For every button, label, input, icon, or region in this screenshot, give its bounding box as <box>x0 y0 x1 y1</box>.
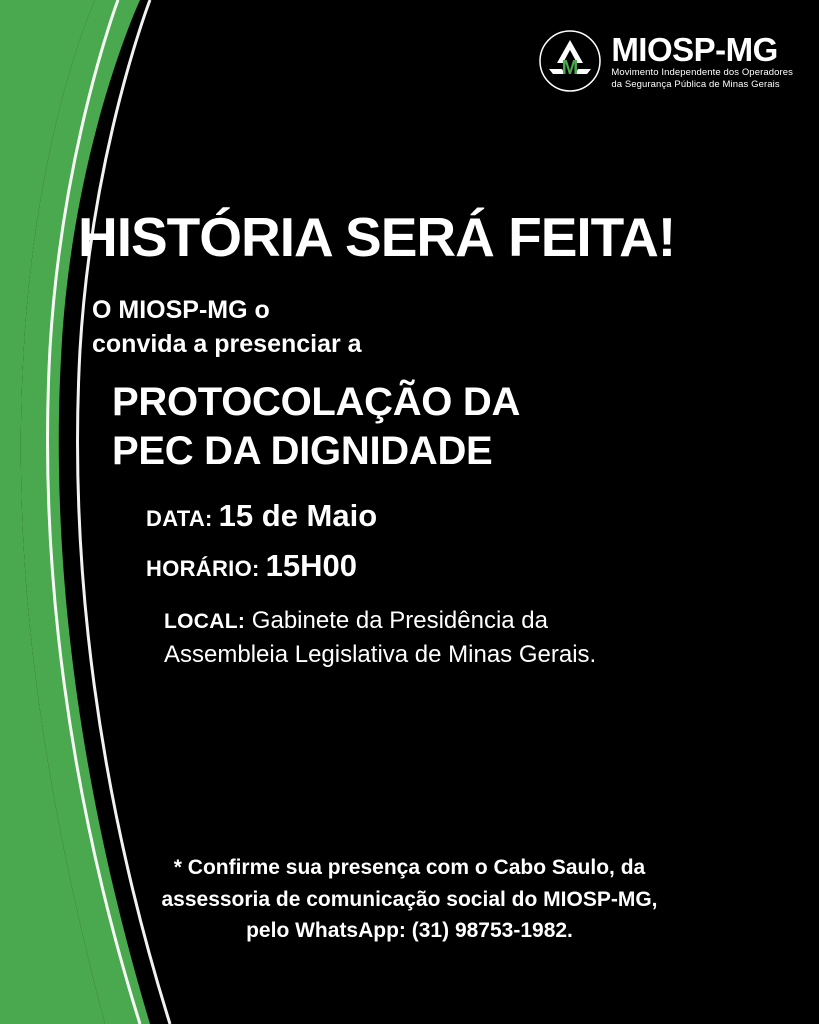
confirmation-note-line-2: assessoria de comunicação social do MIOSP-MG, <box>161 887 658 911</box>
event-time-value: 15H00 <box>265 548 357 583</box>
event-subject-line-2: PEC DA DIGNIDADE <box>112 428 493 473</box>
event-date-label: DATA: <box>146 506 213 531</box>
brand-subtitle-line2: da Segurança Pública de Minas Gerais <box>611 78 780 90</box>
confirmation-note <box>0 852 819 947</box>
confirmation-note-line-1: * Confirme sua presença com o Cabo Saulo, da <box>173 856 646 879</box>
invite-line-2: convida a presenciar a <box>92 330 362 358</box>
invite-line-1: O MIOSP-MG o <box>92 296 270 324</box>
event-date-value: 15 de Maio <box>218 498 378 533</box>
invite-text <box>92 293 362 361</box>
svg-text:M: M <box>561 57 579 79</box>
brand-subtitle-line1: Movimento Independente dos Operadores <box>611 67 793 78</box>
event-subject-line-1: PROTOCOLAÇÃO DA <box>112 380 521 424</box>
event-location-label: LOCAL: <box>164 610 246 633</box>
event-details <box>146 498 377 598</box>
event-location-value-line-1: Gabinete da Presidência da <box>251 607 548 634</box>
event-subject <box>112 378 520 476</box>
brand-title: MIOSP-MG <box>611 31 778 68</box>
event-date-row <box>146 498 377 534</box>
event-time-label: HORÁRIO: <box>146 556 260 581</box>
event-location-row <box>164 604 596 672</box>
poster-headline: HISTÓRIA SERÁ FEITA! <box>78 206 676 268</box>
event-location-value-line-2: Assembleia Legislativa de Minas Gerais. <box>164 641 597 669</box>
confirmation-note-line-3: pelo WhatsApp: (31) 98753-1982. <box>246 919 573 942</box>
event-time-row <box>146 548 377 584</box>
